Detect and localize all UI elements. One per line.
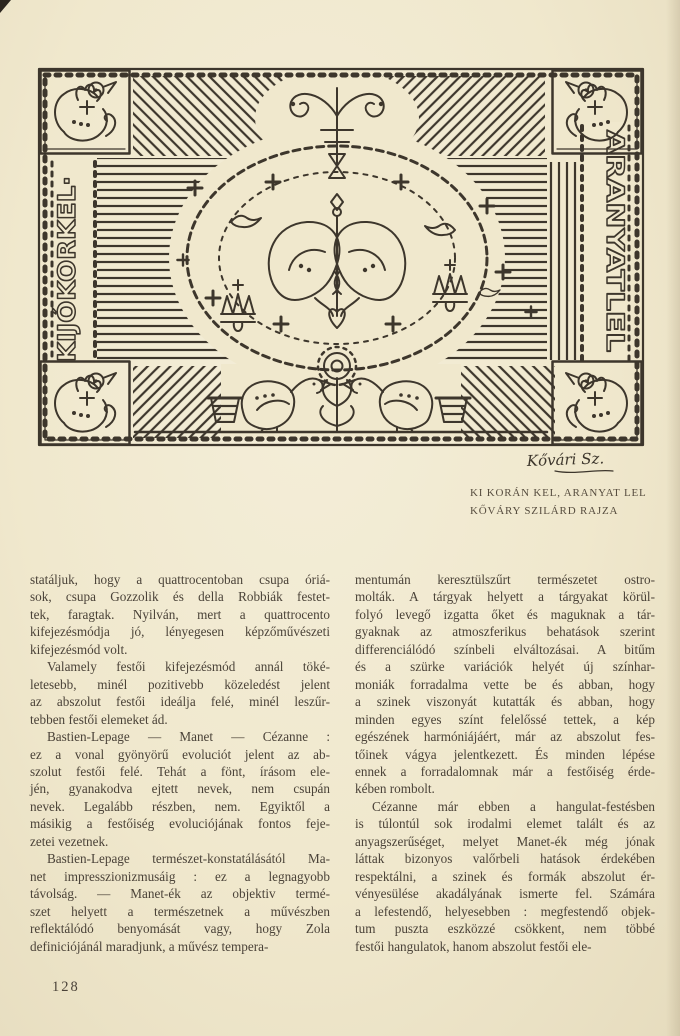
text-line: is túlontúl sok irodalmi elemet talált és az	[355, 816, 655, 832]
text-line: szet helyett a természetnek a művészben	[30, 903, 330, 919]
corner-bird-motif	[41, 71, 130, 154]
text-line: kifejezésmód volt.	[30, 641, 128, 657]
text-line: tebben festői elemeket ád.	[30, 711, 168, 727]
text-line: net impresszionizmusáig : ez a legnagyobb	[30, 868, 330, 884]
text-line: a szinek viszonyát kutatták és abban, hogy	[355, 694, 655, 710]
vertical-text-right: ARANYATLEL	[601, 130, 629, 301]
caption-artist-line: KŐVÁRY SZILÁRD RAJZA	[470, 505, 619, 517]
text-line: Cézanne már ebben a hangulat-festésben	[372, 798, 655, 814]
text-line: szolut festői felé. Tehát a fönt, írásom ele-	[30, 763, 330, 779]
corner-bird-motif	[41, 362, 130, 445]
text-line: gyaknak az atmoszferikus behatások szerint	[355, 624, 655, 640]
text-line: moniák forradalma vette be és abban, hogy	[355, 676, 655, 692]
paragraph	[355, 571, 655, 798]
text-line: reflektálódó benyomását vagy, hogy Zola	[30, 921, 330, 937]
text-line: mentumán keresztülszűrt természetet ostro-	[355, 572, 655, 587]
corner-bird-motif	[553, 362, 642, 445]
text-line: Bastien-Lepage — Manet — Cézanne :	[47, 729, 330, 745]
text-line: differenciálódó színbeli elváltozásai. A bitűm	[355, 641, 655, 657]
text-line: másikig a festőiség evoluciójának fontos feje-	[30, 816, 330, 832]
text-line: távolság. — Manet-ék az objektiv termé-	[30, 886, 330, 902]
text-line: kében rombolt.	[355, 781, 435, 797]
text-line: ennek a forradalomnak már a festőiség érde-	[355, 763, 655, 779]
left-text-column	[30, 571, 330, 955]
paragraph	[30, 658, 330, 728]
text-line: egészének harmóniájáért, már az abszolut fes-	[355, 729, 655, 745]
text-line: kifejezésmódja jó, lényegesen képzőművészeti	[30, 624, 330, 640]
paragraph	[30, 728, 330, 850]
text-line: és a szürke variációk helyét új színhar-	[355, 659, 655, 675]
illustration-caption	[470, 484, 647, 520]
illustration-svg	[35, 66, 647, 478]
caption-title-line: KI KORÁN KEL, ARANYAT LEL	[470, 487, 647, 499]
folk-art-illustration	[35, 66, 647, 478]
text-line: zetei vezetnek.	[30, 833, 109, 849]
text-line: nevek. Legalább részben, nem. Egyiktől a	[30, 798, 330, 814]
text-line: az abszolut festői ideálja felé, minél leszűr-	[30, 694, 330, 710]
paragraph	[30, 850, 330, 955]
text-line: minden egyes színt felelőssé tettek, a kép	[355, 711, 655, 727]
text-line: tum puszta eszközzé csökkent, nem többé	[355, 921, 655, 937]
text-line: sok, csupa Gozzolik és della Robbiák festet-	[30, 589, 330, 605]
text-line: letesebb, minél pozitivebb közeledést jelent	[30, 676, 330, 692]
text-line: respektálni, a szinek és formák abszolut ér-	[355, 868, 655, 884]
text-line: jén, gyanakodva ejtett nevek, nem csupán	[30, 781, 330, 797]
text-line: festői hangulatok, hanom abszolut festői ele-	[355, 938, 592, 954]
vertical-text-left: KIJÓKORKEL·	[53, 189, 81, 362]
artist-signature: Kővári Sz.	[526, 449, 605, 470]
text-line: Valamely festői kifejezésmód annál töké-	[47, 659, 330, 675]
text-line: ez a vonal gyönyörű evoluciót jelent az ab-	[30, 746, 330, 762]
text-line: tek, faragtak. Nyilván, mert a quattrocento	[30, 606, 330, 622]
page-number: 128	[52, 979, 80, 995]
paragraph	[30, 571, 330, 658]
right-text-column	[355, 571, 655, 955]
text-line: vényesülése akadályának ismerte fel. Számára	[355, 886, 655, 902]
scan-artifact	[0, 0, 11, 13]
signature-flourish	[555, 471, 613, 473]
text-line: láttak bizonyos valőrbeli hatások érdekében	[355, 851, 655, 867]
text-line: a lefestendő, helyesebben : megfestendő objek-	[355, 903, 655, 919]
paragraph	[355, 798, 655, 955]
text-line: definiciójánál maradjunk, a művész tempera-	[30, 938, 269, 954]
text-line: Bastien-Lepage természet-konstatálásától Ma-	[47, 851, 330, 867]
text-line: molták. A tárgyak helyett a tárgyakat körül-	[355, 589, 655, 605]
text-line: statáljuk, hogy a quattrocentoban csupa óriá-	[30, 572, 330, 587]
text-line: anyagszerűséget, melyet Manet-ék még jónak	[355, 833, 655, 849]
text-line: folyó levegő izgatta őket és maguknak a tár-	[355, 606, 655, 622]
page-edge-shade	[666, 0, 680, 1036]
text-line: tőinek vágya jelentkezett. És minden lépése	[355, 746, 655, 762]
